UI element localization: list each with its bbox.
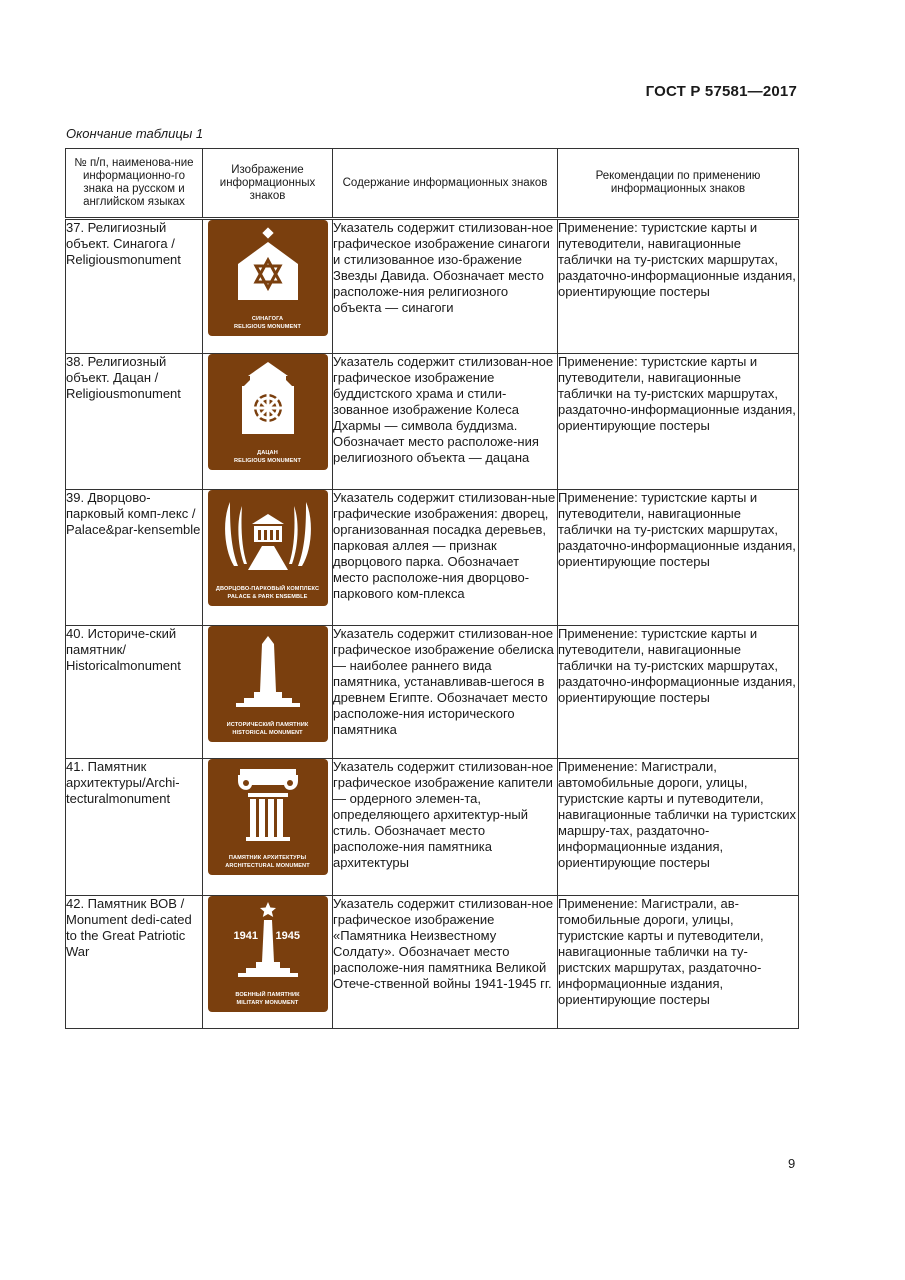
sign-recommendation: Применение: туристские карты и путеводители, навигационные таблички на ту-ристских маршрутах, раздаточно-информационные издания, ориентирующие постеры: [558, 354, 799, 490]
sign-recommendation: Применение: туристские карты и путеводители, навигационные таблички на ту-ристских маршрутах, раздаточно-информационные издания, ориентирующие постеры: [558, 219, 799, 354]
sign-description: Указатель содержит стилизован-ное графическое изображение обелиска — наиболее раннего вида памятника, устанавливав-шегося в древнем Египте. Обозначает место расположе-ния исторического памятника: [333, 626, 558, 759]
historical-monument-sign: [208, 626, 328, 742]
sign-description: Указатель содержит стилизован-ное графическое изображение буддистского храма и стили-зованное изображение Колеса Дхармы — символа буддизма. Обозначает место расположе-ния религиозного объекта — дацана: [333, 354, 558, 490]
sign-recommendation: Применение: Магистрали, автомобильные дороги, улицы, туристские карты и путеводители, навигационные таблички на туристских маршру-тах, раздаточно-информационные издания, ориентирующие постеры: [558, 759, 799, 896]
synagogue-sign: [208, 220, 328, 336]
sign-label: ДАЦАН RELIGIOUS MONUMENT: [233, 450, 302, 464]
datsan-sign: [208, 354, 328, 470]
year-start-label: 1941: [233, 930, 258, 942]
signs-table: [65, 148, 799, 1029]
sign-description: Указатель содержит стилизован-ные графические изображения: дворец, организованная посадка деревьев, парковая аллея — признак дворцового парка. Обозначает место расположе-ния дворцово-паркового ком-плекса: [333, 490, 558, 626]
military-monument-sign: [208, 896, 328, 1012]
sign-name: 37. Религиозный объект. Синагога / Religiousmonument: [66, 219, 203, 354]
column-header-name: № п/п, наименова-ние информационно-го знака на русском и английском языках: [66, 149, 203, 219]
sign-label: ПАМЯТНИК АРХИТЕКТУРЫ ARCHITECTURAL MONUMENT: [225, 855, 310, 869]
palace-park-sign: [208, 490, 328, 606]
sign-description: Указатель содержит стилизован-ное графическое изображение «Памятника Неизвестному Солдату». Обозначает место расположе-ния памятника Великой Отече-ственной войны 1941-1945 гг.: [333, 896, 558, 1029]
sign-name: 41. Памятник архитектуры/Archi-tecturalmonument: [66, 759, 203, 896]
table-row: [66, 626, 799, 759]
sign-name: 38. Религиозный объект. Дацан / Religiousmonument: [66, 354, 203, 490]
architectural-monument-sign: [208, 759, 328, 875]
sign-recommendation: Применение: Магистрали, ав-томобильные дороги, улицы, туристские карты и путеводители, навигационные таблички на ту-ристских маршрутах, раздаточно-информационные издания, ориентирующие постеры: [558, 896, 799, 1029]
sign-label: ВОЕННЫЙ ПАМЯТНИК MILITARY MONUMENT: [235, 992, 300, 1006]
sign-description: Указатель содержит стилизован-ное графическое изображение синагоги и стилизованное изо-бражение Звезды Давида. Обозначает место расположе-ния религиозного объекта — синагоги: [333, 219, 558, 354]
table-row: [66, 759, 799, 896]
table-caption: Окончание таблицы 1: [66, 126, 204, 141]
sign-description: Указатель содержит стилизован-ное графическое изображение капители — ордерного элемен-та, определяющего архитектур-ный стиль. Обозначает место расположе-ния памятника архитектуры: [333, 759, 558, 896]
sign-label: ДВОРЦОВО-ПАРКОВЫЙ КОМПЛЕКС PALACE & PARK ENSEMBLE: [215, 586, 320, 600]
sign-recommendation: Применение: туристские карты и путеводители, навигационные таблички на ту-ристских маршрутах, раздаточно-информационные издания, ориентирующие постеры: [558, 490, 799, 626]
sign-label: ИСТОРИЧЕСКИЙ ПАМЯТНИК HISTORICAL MONUMENT: [226, 722, 309, 736]
table-header-row: [66, 149, 799, 219]
table-row: [66, 354, 799, 490]
sign-name: 42. Памятник ВОВ / Monument dedi-cated to the Great Patriotic War: [66, 896, 203, 1029]
year-end-label: 1945: [275, 930, 300, 942]
column-header-recommendations: Рекомендации по применению информационных знаков: [558, 149, 799, 219]
sign-name: 39. Дворцово-парковый комп-лекс / Palace&par-kensemble: [66, 490, 203, 626]
standard-number: ГОСТ Р 57581—2017: [645, 83, 797, 100]
sign-label: СИНАГОГА RELIGIOUS MONUMENT: [233, 316, 302, 330]
column-header-content: Содержание информационных знаков: [333, 149, 558, 219]
page-number: 9: [788, 1156, 796, 1171]
sign-recommendation: Применение: туристские карты и путеводители, навигационные таблички на ту-ристских маршрутах, раздаточно-информационные издания, ориентирующие постеры: [558, 626, 799, 759]
table-row: [66, 896, 799, 1029]
table-row: [66, 219, 799, 354]
sign-name: 40. Историче-ский памятник/ Historicalmonument: [66, 626, 203, 759]
column-header-image: Изображение информационных знаков: [203, 149, 333, 219]
table-row: [66, 490, 799, 626]
